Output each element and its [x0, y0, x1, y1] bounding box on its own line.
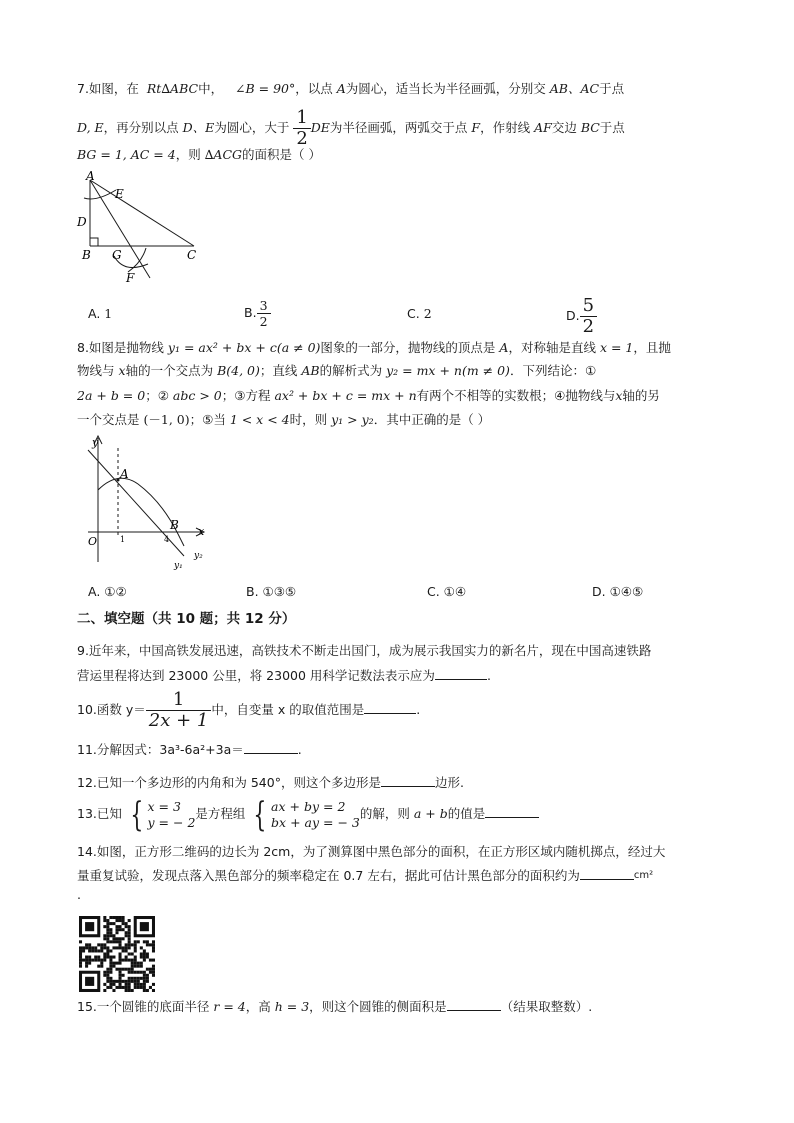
q8-label-y1: y₁: [174, 561, 183, 571]
q7-text: 的面积是（ ）: [242, 147, 321, 162]
q7-text: ，作射线: [480, 120, 531, 135]
q8-label-one: 1: [120, 535, 126, 544]
q13-system-2: { ax + by = 2 bx + ay = − 3: [253, 795, 360, 835]
q8-line4: 一个交点是 (－1, 0)；⑤当 1 < x < 4时，则 y₁ > y₂．其中正确的是（ ）: [77, 412, 491, 427]
q9-line2: 营运里程将达到 23000 公里，将 23000 用科学记数法表示应为 .: [77, 668, 491, 683]
q7-math-abac: AB、AC: [549, 81, 600, 96]
q9-answer-blank[interactable]: [435, 667, 487, 680]
q7-text: ，则: [175, 147, 201, 162]
q15-line: 15.一个圆锥的底面半径 r = 4，高 h = 3，则这个圆锥的侧面积是 （结果取整数）.: [77, 999, 593, 1014]
q14-line1: 14.如图，正方形二维码的边长为 2cm，为了测算图中黑色部分的面积，在正方形区域内随机掷点，经过大: [77, 844, 666, 859]
q8-line2: 物线与 x轴的一个交点为 B(4, 0)；直线 AB的解析式为 y₂ = mx + n(m ≠ 0)．下列结论：①: [77, 363, 597, 378]
q7-math-a: A: [336, 81, 346, 96]
q10-answer-blank[interactable]: [364, 701, 416, 714]
q8-label-y2: y₂: [194, 551, 203, 561]
q10-line: 10.函数 y＝ $\frac{1}{2x + 1}$ 中，自变量 x 的取值范围是 .: [77, 689, 421, 731]
section-heading-fill-in: 二、填空题（共 10 题；共 12 分）: [77, 611, 296, 627]
q7-option-c[interactable]: C. 2: [407, 306, 432, 321]
q8-option-a[interactable]: A. ①②: [88, 584, 127, 599]
q15-answer-blank[interactable]: [447, 998, 501, 1011]
q14-answer-blank[interactable]: [580, 867, 634, 880]
q7-text: 交边: [551, 120, 577, 135]
q7-text: 为圆心，适当长为半径画弧，分别交: [345, 81, 546, 96]
q11-answer-blank[interactable]: [244, 741, 298, 754]
q7-option-d[interactable]: D. $\frac{5}{2}$: [566, 296, 597, 337]
q12-line: 12.已知一个多边形的内角和为 540°，则这个多边形是 边形.: [77, 775, 464, 790]
q11-line: 11.分解因式：3a³-6a²+3a＝ .: [77, 742, 302, 757]
q7-label-d: D: [77, 215, 87, 229]
q7-option-b[interactable]: B. $\frac{3}{2}$: [244, 298, 271, 329]
q7-text: 为圆心，大于: [214, 120, 290, 135]
q13-line: 13.已知 { x = 3 y = − 2 是方程组 { ax + by = 2 bx + ay = − 3 的解，则 a + b的值是: [77, 794, 539, 835]
q8-label-o: O: [88, 535, 98, 548]
q7-line3: [77, 146, 321, 164]
q8-label-y: y: [92, 436, 99, 449]
q8-option-b[interactable]: B. ①③⑤: [246, 584, 297, 599]
q7-math-de: D, E: [77, 120, 104, 135]
q7-label-f: F: [126, 271, 135, 285]
q8-label-a: A: [120, 467, 129, 481]
q7-math-bg: BG = 1, AC = 4: [77, 147, 176, 162]
q10-fraction: $\frac{1}{2x + 1}$: [146, 690, 212, 731]
q8-label-b: B: [170, 518, 179, 532]
q7-text: 7.如图，在: [77, 81, 139, 96]
q7-line2: [77, 108, 625, 149]
q7-math-triangle: Rt∆ABC: [146, 81, 199, 96]
q8-label-x: x: [198, 525, 205, 538]
q7-math-angle: ∠B = 90°: [235, 81, 296, 96]
q7-math-bc: BC: [580, 120, 600, 135]
q7-label-c: C: [187, 248, 197, 262]
q7-label-b: B: [82, 248, 91, 262]
q7-text: 于点: [599, 120, 625, 135]
q13-answer-blank[interactable]: [485, 805, 539, 818]
q8-option-d[interactable]: D. ①④⑤: [592, 584, 644, 599]
q7-text: 为半径画弧，两弧交于点: [329, 120, 468, 135]
q7-math-de2: D、E: [182, 120, 215, 135]
q7-triangle-figure: [72, 168, 212, 290]
q7-text: 于点: [599, 81, 625, 96]
q7-half-fraction: $\frac{1}{2}$: [293, 108, 310, 149]
q7-math-de3: DE: [310, 120, 330, 135]
q7-text: ，以点: [295, 81, 333, 96]
q13-system-1: { x = 3 y = − 2: [130, 795, 196, 835]
q14-dot: .: [77, 887, 81, 902]
qr-code-image: [79, 916, 155, 992]
q8-label-four: 4: [164, 535, 170, 544]
q7-math-acg: ∆ACG: [204, 147, 243, 162]
q8-option-c[interactable]: C. ①④: [427, 584, 467, 599]
q7-label-g: G: [112, 248, 122, 262]
q7-label-e: E: [115, 187, 124, 201]
q8-parabola-figure: [84, 432, 214, 572]
q9-line1: 9.近年来，中国高铁发展迅速，高铁技术不断走出国门，成为展示我国实力的新名片，现在中国高速铁路: [77, 643, 652, 658]
q12-answer-blank[interactable]: [381, 774, 435, 787]
q8-line3: 2a + b = 0；② abc > 0；③方程 ax² + bx + c = mx + n有两个不相等的实数根；④抛物线与x轴的另: [77, 388, 660, 403]
q7-text: 中，: [198, 81, 224, 96]
q7-text: ，再分别以点: [103, 120, 179, 135]
q14-line2: 量重复试验，发现点落入黑色部分的频率稳定在 0.7 左右，据此可估计黑色部分的面积约为 $^{cm^2}$: [77, 868, 654, 883]
q7-option-a[interactable]: A. 1: [88, 306, 113, 321]
q7-label-a: A: [86, 169, 95, 183]
q7-line1: [77, 80, 624, 98]
q7-math-af: AF: [534, 120, 552, 135]
q8-line1: 8.如图是抛物线 y₁ = ax² + bx + c(a ≠ 0)图象的一部分，抛物线的顶点是 A，对称轴是直线 x = 1，且抛: [77, 340, 671, 355]
q7-math-f: F: [471, 120, 481, 135]
